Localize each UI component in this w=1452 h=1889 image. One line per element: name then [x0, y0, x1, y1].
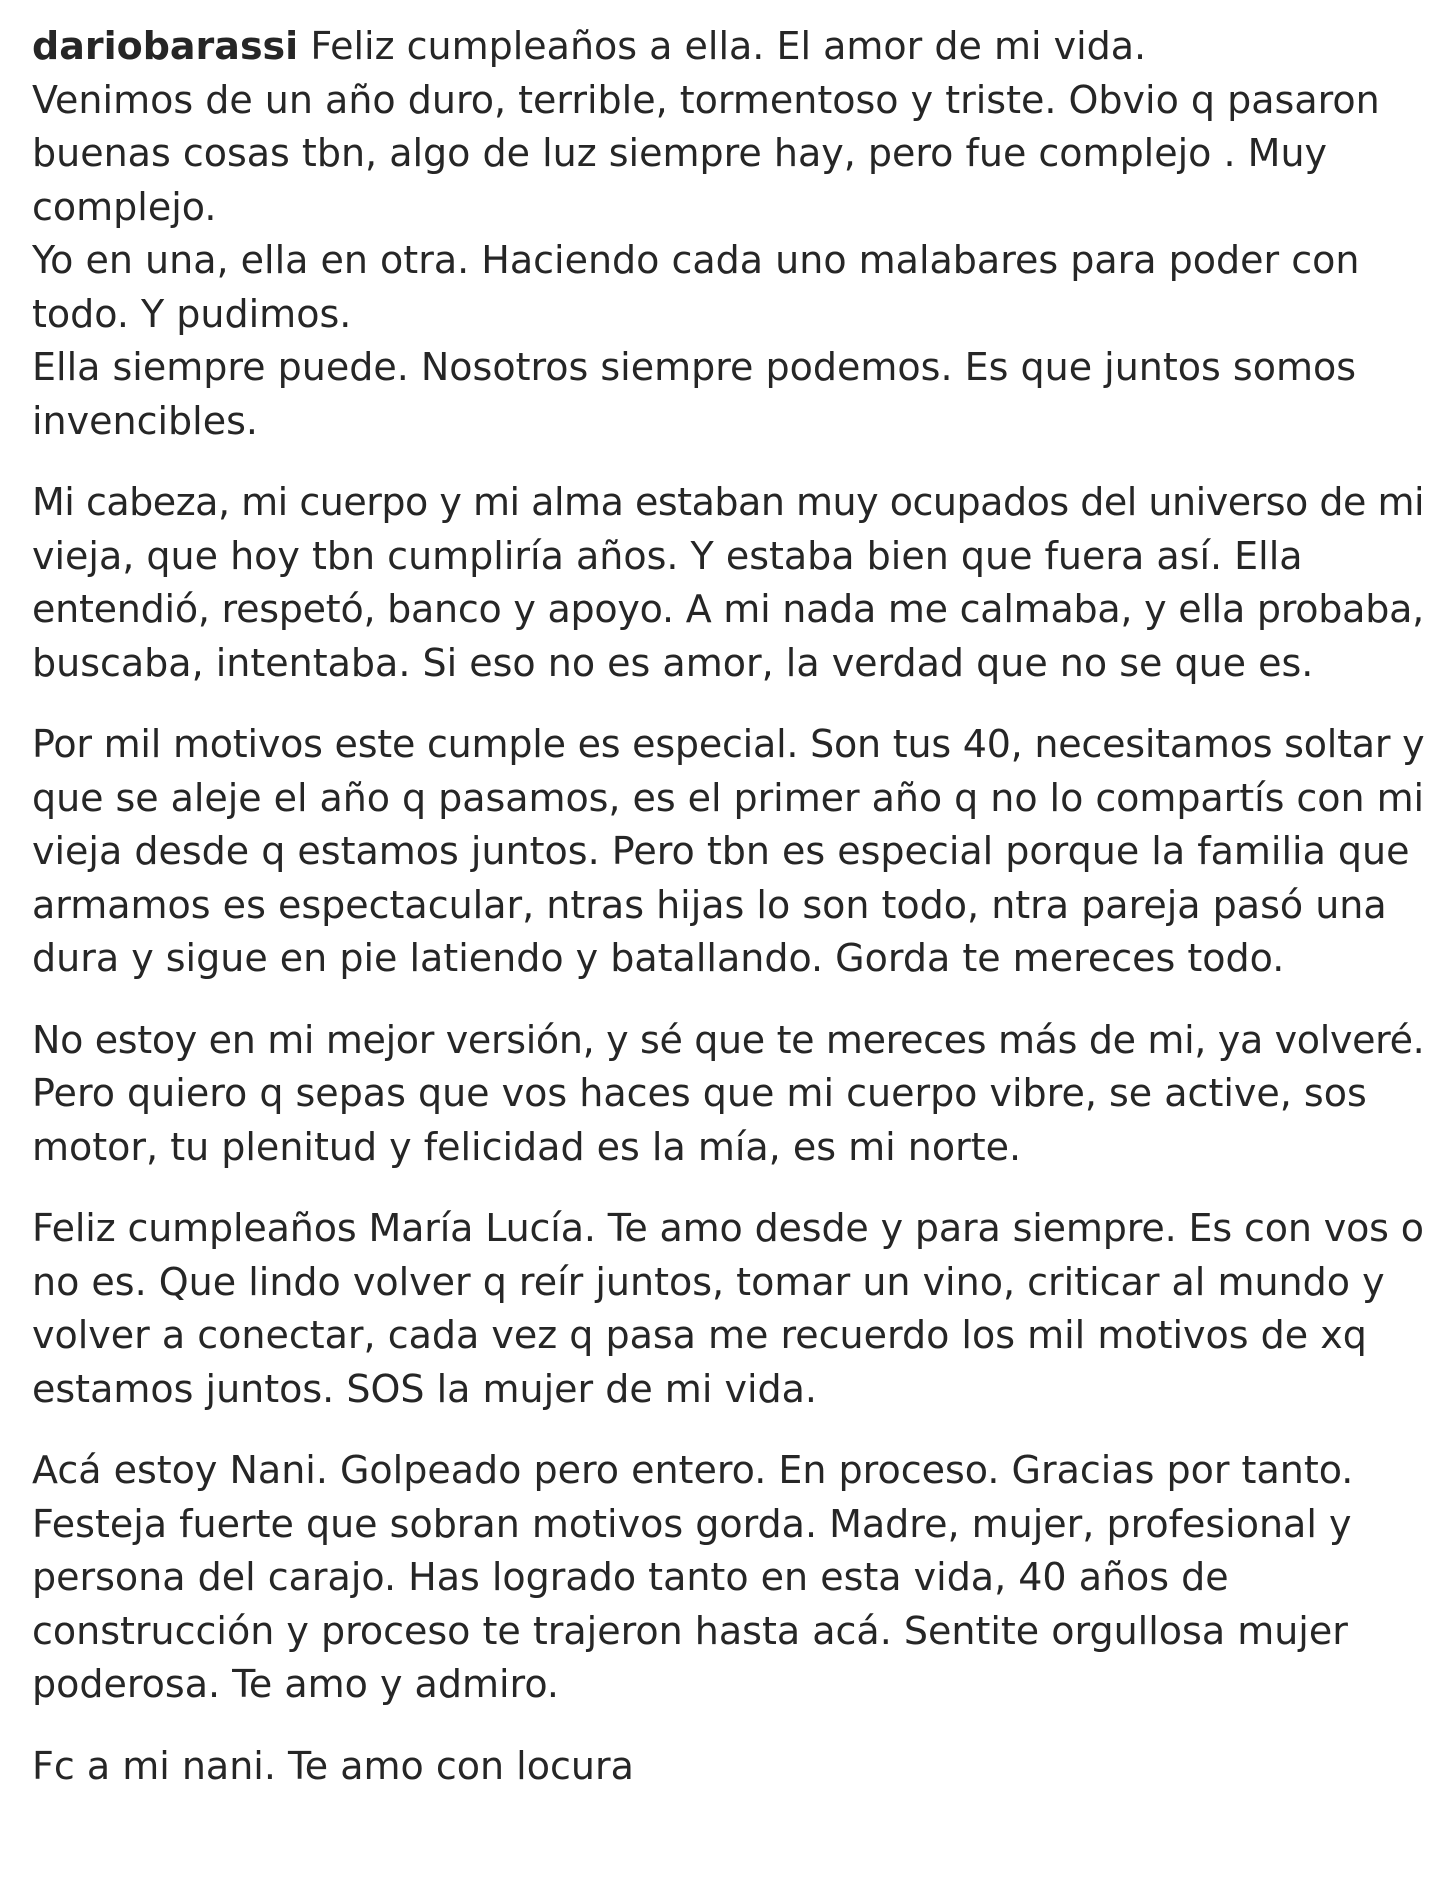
caption-paragraph [32, 1014, 1424, 1175]
caption-line: construcción y proceso te trajeron hasta acá. Sentite orgullosa mujer [32, 1608, 1348, 1653]
post-caption [32, 20, 1424, 1821]
caption-line: No estoy en mi mejor versión, y sé que te mereces más de mi, ya volveré. [32, 1017, 1425, 1062]
caption-line: motor, tu plenitud y felicidad es la mía, es mi norte. [32, 1124, 1022, 1169]
caption-line: volver a conectar, cada vez q pasa me recuerdo los mil motivos de xq [32, 1313, 1367, 1357]
caption-line: Fc a mi nani. Te amo con locura [32, 1743, 634, 1788]
caption-line: no es. Que lindo volver q reír juntos, tomar un vino, criticar al mundo y [32, 1259, 1385, 1304]
caption-line: estamos juntos. SOS la mujer de mi vida. [32, 1366, 817, 1411]
caption-line: complejo. [32, 184, 217, 229]
caption-line: Festeja fuerte que sobran motivos gorda. Madre, mujer, profesional y [32, 1501, 1352, 1546]
caption-line: Yo en una, ella en otra. Haciendo cada uno malabares para poder con [32, 238, 1360, 282]
caption-line: Venimos de un año duro, terrible, tormentoso y triste. Obvio q pasaron [32, 77, 1380, 122]
caption-line: buenas cosas tbn, algo de luz siempre hay, pero fue complejo . Muy [32, 131, 1328, 175]
caption-paragraph [32, 1740, 1424, 1794]
caption-line: buscaba, intentaba. Si eso no es amor, la verdad que no se que es. [32, 640, 1314, 685]
caption-line [32, 20, 1424, 74]
caption-paragraph [32, 476, 1424, 690]
caption-text: Feliz cumpleaños a ella. El amor de mi vida. [310, 24, 1147, 68]
caption-paragraph [32, 1202, 1424, 1416]
caption-line: que se aleje el año q pasamos, es el primer año q no lo compartís con mi [32, 775, 1425, 820]
username-link[interactable]: dariobarassi [32, 24, 299, 68]
caption-line: todo. Y pudimos. [32, 291, 352, 336]
caption-line: Pero quiero q sepas que vos haces que mi cuerpo vibre, se active, sos [32, 1071, 1367, 1115]
caption-line: poderosa. Te amo y admiro. [32, 1662, 559, 1706]
caption-line: vieja desde q estamos juntos. Pero tbn es especial porque la familia que [32, 829, 1410, 873]
caption-line: Mi cabeza, mi cuerpo y mi alma estaban muy ocupados del universo de mi [32, 480, 1425, 524]
caption-line: invencibles. [32, 398, 258, 443]
caption-line: entendió, respetó, banco y apoyo. A mi nada me calmaba, y ella probaba, [32, 587, 1424, 631]
caption-line: Por mil motivos este cumple es especial. Son tus 40, necesitamos soltar y [32, 722, 1425, 766]
caption-line: persona del carajo. Has logrado tanto en esta vida, 40 años de [32, 1555, 1229, 1599]
caption-paragraph [32, 1444, 1424, 1712]
caption-paragraph [32, 718, 1424, 986]
caption-line: vieja, que hoy tbn cumpliría años. Y estaba bien que fuera así. Ella [32, 533, 1303, 578]
caption-line: dura y sigue en pie latiendo y batallando. Gorda te mereces todo. [32, 936, 1285, 980]
caption-line: armamos es espectacular, ntras hijas lo son todo, ntra pareja pasó una [32, 882, 1387, 927]
caption-line: Acá estoy Nani. Golpeado pero entero. En proceso. Gracias por tanto. [32, 1448, 1354, 1492]
caption-paragraph [32, 20, 1424, 448]
caption-line: Ella siempre puede. Nosotros siempre podemos. Es que juntos somos [32, 345, 1357, 389]
caption-line: Feliz cumpleaños María Lucía. Te amo desde y para siempre. Es con vos o [32, 1206, 1424, 1250]
